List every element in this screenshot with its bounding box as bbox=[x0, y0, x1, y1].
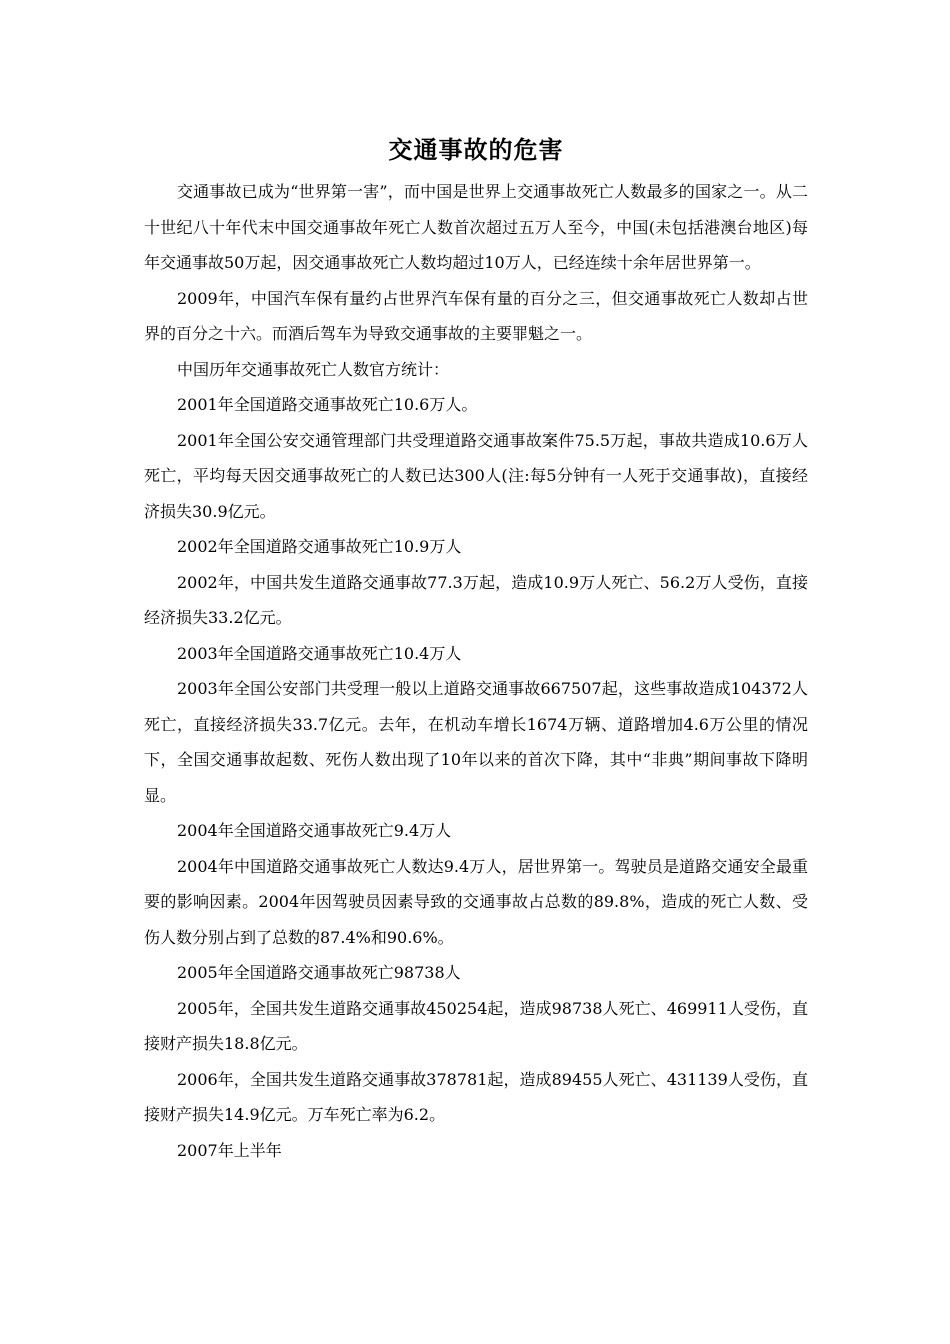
document-page bbox=[144, 130, 808, 1168]
paragraph-stats-heading: 中国历年交通事故死亡人数官方统计： bbox=[177, 359, 450, 379]
paragraph-2009: 2009年，中国汽车保有量约占世界汽车保有量的百分之三，但交通事故死亡人数却占世界的百分之十六。而酒后驾车为导致交通事故的主要罪魁之一。 bbox=[144, 288, 808, 343]
paragraph-2001-summary: 2001年全国道路交通事故死亡10.6万人。 bbox=[177, 395, 478, 414]
paragraph-2004-detail: 2004年中国道路交通事故死亡人数达9.4万人，居世界第一。驾驶员是道路交通安全最重要的影响因素。2004年因驾驶员因素导致的交通事故占总数的89.8%，造成的死亡人数、受伤人数分别占到了总数的87.4%和90.6%。 bbox=[144, 856, 808, 947]
paragraph-2004-summary: 2004年全国道路交通事故死亡9.4万人 bbox=[177, 821, 452, 840]
paragraph-2005-detail: 2005年，全国共发生道路交通事故450254起，造成98738人死亡、469911人受伤，直接财产损失18.8亿元。 bbox=[144, 998, 808, 1053]
paragraph-2003-detail: 2003年全国公安部门共受理一般以上道路交通事故667507起，这些事故造成104372人死亡，直接经济损失33.7亿元。去年，在机动车增长1674万辆、道路增加4.6万公里的情况下，全国交通事故起数、死伤人数出现了10年以来的首次下降，其中“非典”期间事故下降明显。 bbox=[144, 679, 808, 805]
paragraph-2007-heading: 2007年上半年 bbox=[177, 1140, 282, 1160]
paragraph-2002-detail: 2002年，中国共发生道路交通事故77.3万起，造成10.9万人死亡、56.2万人受伤，直接经济损失33.2亿元。 bbox=[144, 572, 808, 627]
paragraph-2002-summary: 2002年全国道路交通事故死亡10.9万人 bbox=[177, 537, 462, 556]
paragraph-2005-summary: 2005年全国道路交通事故死亡98738人 bbox=[177, 963, 461, 982]
paragraph-2001-detail: 2001年全国公安交通管理部门共受理道路交通事故案件75.5万起，事故共造成10.6万人死亡，平均每天因交通事故死亡的人数已达300人(注:每5分钟有一人死于交通事故)，直接经济损失30.9亿元。 bbox=[144, 430, 808, 521]
paragraph-2006-detail: 2006年，全国共发生道路交通事故378781起，造成89455人死亡、431139人受伤，直接财产损失14.9亿元。万车死亡率为6.2。 bbox=[144, 1069, 808, 1124]
document-title: 交通事故的危害 bbox=[388, 135, 564, 164]
paragraph-intro: 交通事故已成为“世界第一害”，而中国是世界上交通事故死亡人数最多的国家之一。从二十世纪八十年代末中国交通事故年死亡人数首次超过五万人至今，中国(未包括港澳台地区)每年交通事故50万起，因交通事故死亡人数均超过10万人，已经连续十余年居世界第一。 bbox=[144, 182, 808, 272]
paragraph-2003-summary: 2003年全国道路交通事故死亡10.4万人 bbox=[177, 643, 462, 663]
